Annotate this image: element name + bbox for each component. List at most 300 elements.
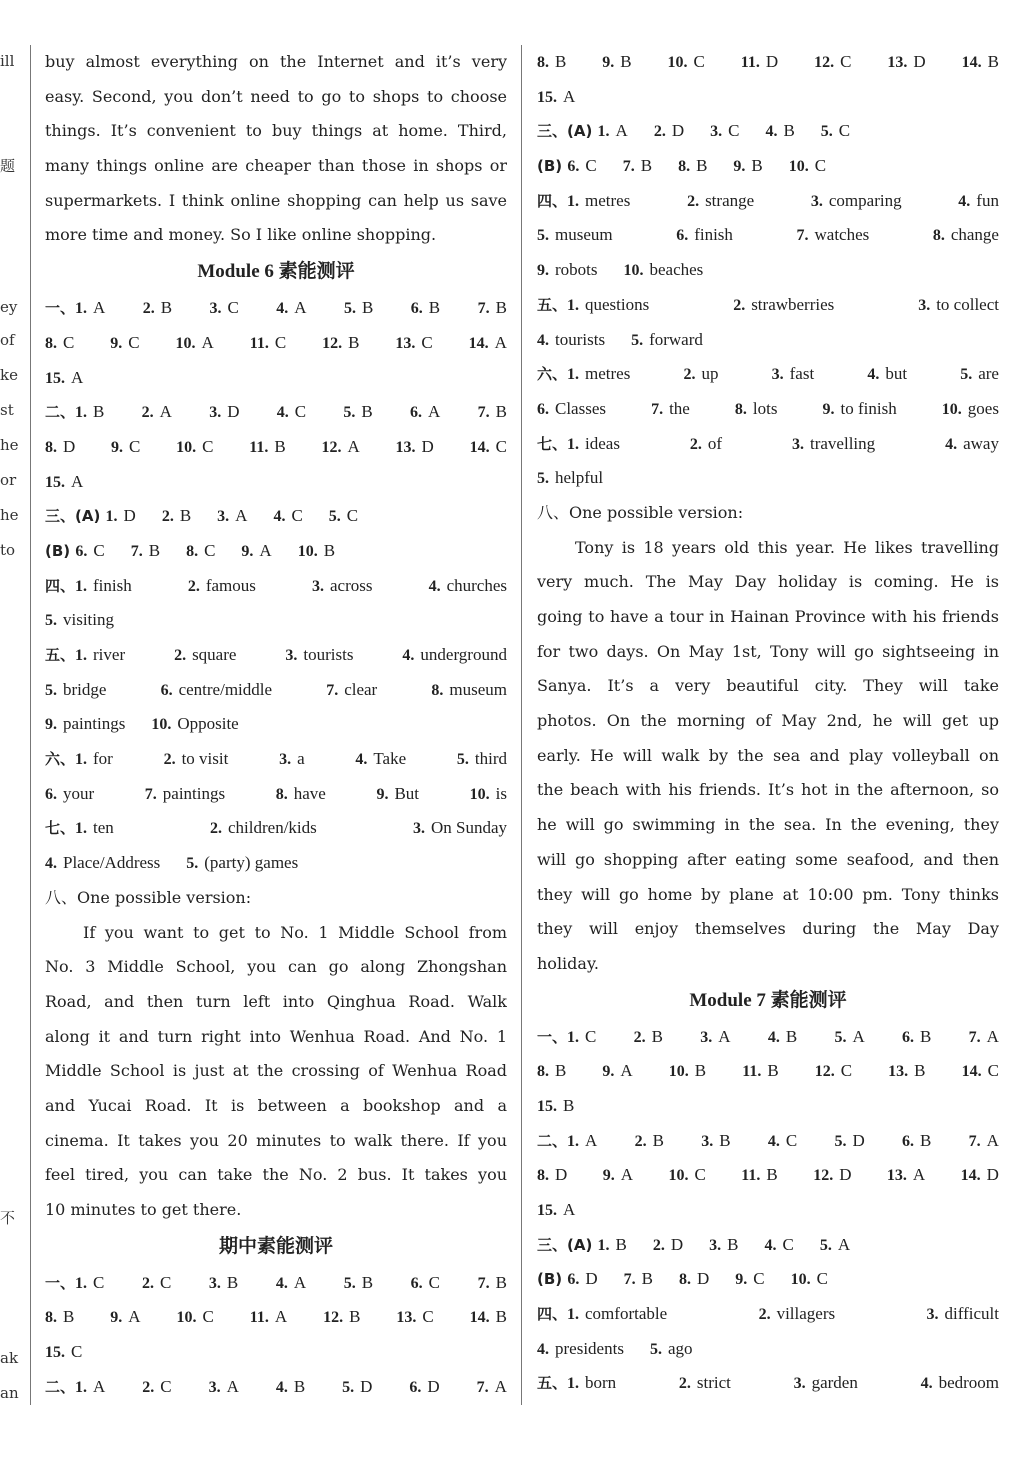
answer-line (45, 1300, 507, 1335)
item-answer: B (495, 298, 507, 318)
answer-item (792, 427, 875, 462)
item-number: 9. (735, 1271, 748, 1289)
item-number: 15. (45, 473, 65, 491)
text-line: they will go home by plane at 10:00 pm. Tony thinks (537, 884, 999, 904)
item-number: 1. (75, 647, 88, 664)
item-answer: a (297, 749, 305, 769)
answer-item (323, 1300, 360, 1335)
item-number: 2. (174, 647, 187, 664)
item-answer: A (259, 540, 272, 560)
item-number: 1. (567, 192, 580, 210)
answer-item (276, 1266, 306, 1301)
answer-line (45, 638, 507, 673)
item-number: 2. (161, 508, 174, 526)
item-number: 9. (45, 716, 57, 734)
item-number: 7. (651, 400, 664, 418)
item-number: 1. (567, 1306, 580, 1324)
item-answer: A (294, 298, 307, 318)
answer-item (279, 742, 305, 777)
answer-item (131, 534, 160, 569)
item-answer: paintings (162, 783, 226, 803)
answer-line (45, 499, 507, 534)
item-number: 12. (814, 1063, 835, 1081)
item-number: 13. (395, 334, 416, 352)
item-answer: villagers (776, 1304, 836, 1324)
answer-item (821, 114, 850, 149)
edge-text-fragment: an (0, 1384, 19, 1402)
item-number: 5. (537, 470, 549, 488)
item-answer: C (840, 52, 852, 71)
answer-item (668, 45, 705, 80)
item-number: 1. (75, 1378, 88, 1396)
item-number: 5. (328, 508, 341, 526)
item-answer: B (987, 52, 999, 71)
answer-line (45, 465, 507, 500)
item-number: 4. (402, 647, 415, 664)
answer-item (45, 499, 136, 534)
item-number: 3. (279, 751, 292, 769)
text-line: early. He will walk by the sea and play volleyball on (537, 745, 999, 765)
item-answer: C (814, 156, 827, 176)
answer-line (537, 114, 999, 149)
item-answer: ten (93, 818, 114, 838)
answer-line (45, 291, 507, 326)
answer-item (470, 430, 507, 465)
answer-line (45, 361, 507, 396)
item-answer: B (555, 1061, 567, 1081)
item-number: 4. (276, 404, 289, 422)
item-number: 4. (945, 435, 958, 453)
item-number: 11. (741, 1167, 761, 1185)
item-answer: B (274, 436, 286, 456)
answer-item (768, 1020, 797, 1055)
answer-item (110, 326, 139, 361)
answer-item (537, 80, 575, 115)
item-answer: B (160, 298, 173, 318)
item-answer: D (360, 1376, 373, 1396)
item-number: 8. (932, 227, 945, 245)
item-number: 9. (110, 1309, 123, 1327)
answer-item (45, 603, 114, 638)
answer-item (537, 114, 628, 149)
item-answer: B (361, 402, 373, 422)
answer-line (45, 811, 507, 846)
item-answer: paintings (63, 714, 126, 734)
item-number: 1. (75, 404, 88, 422)
item-number: 10. (668, 1167, 689, 1185)
item-number: 1. (75, 820, 88, 838)
answer-line (45, 777, 507, 812)
item-answer: ideas (585, 433, 620, 453)
item-number: 14. (469, 1309, 490, 1327)
item-answer: comparing (828, 190, 902, 210)
answer-item (276, 1370, 305, 1405)
item-number: 4. (958, 192, 971, 210)
item-number: 3. (701, 1132, 714, 1150)
item-number: 4. (867, 366, 880, 384)
item-number: 9. (733, 158, 746, 176)
edge-text-fragment: ill (0, 52, 15, 70)
item-number: 15. (45, 369, 65, 387)
item-number: 12. (321, 438, 342, 456)
item-number: 6. (902, 1028, 915, 1046)
answer-item (811, 184, 902, 219)
answer-item (735, 392, 778, 427)
answer-item (789, 149, 826, 184)
answer-item (537, 1366, 616, 1401)
answer-line (45, 707, 507, 742)
item-answer: Opposite (177, 714, 239, 734)
item-answer: finish (93, 575, 132, 595)
answer-item (537, 1089, 574, 1124)
item-answer: A (986, 1130, 999, 1150)
item-number: 2. (633, 1028, 646, 1046)
text-line: along it and turn right into Wenhua Road. And No. 1 (45, 1026, 507, 1046)
item-number: 9. (111, 438, 124, 456)
item-answer: B (694, 1061, 707, 1081)
answer-item (411, 1266, 440, 1301)
answer-item (142, 395, 172, 430)
answer-line (45, 534, 507, 569)
item-answer: A (837, 1234, 851, 1254)
item-answer: B (727, 1234, 739, 1254)
item-answer: questions (585, 294, 650, 314)
item-answer: B (179, 506, 192, 526)
item-answer: D (421, 436, 434, 456)
answer-item (45, 430, 75, 465)
section-heading: 期中素能测评 (218, 1235, 333, 1257)
item-number: 6. (676, 227, 689, 245)
answer-item (478, 395, 507, 430)
answer-item (765, 114, 794, 149)
item-number: 2. (653, 123, 666, 141)
item-answer: watches (814, 225, 870, 245)
item-number: 7. (130, 542, 143, 560)
item-answer: B (785, 1026, 798, 1046)
item-answer: D (697, 1269, 710, 1289)
item-number: 1. (567, 1375, 580, 1393)
item-number: 6. (567, 158, 580, 176)
answer-item (961, 1158, 999, 1193)
answer-item (176, 326, 214, 361)
answer-item (834, 1124, 864, 1159)
item-answer: B (652, 1130, 664, 1150)
item-number: 3. (709, 1236, 722, 1254)
item-answer: lots (752, 398, 778, 418)
answer-item (797, 218, 870, 253)
item-number: 8. (537, 54, 549, 71)
section-label: 二、 (45, 403, 76, 422)
item-answer: metres (585, 364, 631, 384)
item-number: 2. (652, 1236, 665, 1254)
answer-item (45, 1300, 74, 1335)
edge-text-fragment: ak (0, 1349, 19, 1367)
answer-item (687, 184, 754, 219)
item-number: 2. (634, 1132, 647, 1150)
item-answer: B (766, 1165, 778, 1185)
answer-item (735, 1262, 764, 1297)
answer-item (143, 291, 172, 326)
item-number: 3. (285, 647, 298, 664)
answer-line (537, 357, 999, 392)
item-answer: (party) games (204, 853, 299, 873)
item-answer: A (293, 1272, 307, 1292)
item-number: 2. (758, 1306, 771, 1324)
answer-item (815, 1054, 852, 1089)
answer-item (396, 1300, 433, 1335)
item-answer: B (783, 121, 795, 141)
item-answer: have (293, 783, 326, 803)
left-edge-fragments (0, 0, 22, 1468)
item-number: 15. (45, 1344, 65, 1362)
answer-item (623, 149, 652, 184)
answer-item (759, 1297, 836, 1332)
item-number: 3. (412, 820, 425, 838)
answer-item (110, 1300, 140, 1335)
item-answer: C (93, 540, 105, 560)
answer-item (942, 392, 999, 427)
item-answer: presidents (555, 1338, 624, 1358)
item-answer: centre/middle (178, 679, 273, 699)
answer-item (927, 1297, 999, 1332)
edge-text-fragment: to (0, 541, 16, 559)
text-line: buy almost everything on the Internet and it’s very (45, 52, 507, 71)
answer-line (537, 392, 999, 427)
text-line: many things online are cheaper than those in shops or (45, 156, 507, 176)
text-line: If you want to get to No. 1 Middle School from (83, 922, 507, 942)
item-number: 8. (734, 400, 747, 418)
answer-item (888, 1054, 925, 1089)
answer-item (921, 1366, 999, 1401)
edge-text-fragment: of (0, 331, 15, 349)
answer-item (164, 742, 229, 777)
answer-item (624, 253, 704, 288)
item-number: 14. (961, 54, 982, 71)
answer-item (918, 288, 999, 323)
answer-item (298, 534, 335, 569)
text-line: they will enjoy themselves during the May Day (537, 919, 999, 939)
item-answer: C (816, 1269, 828, 1289)
answer-line (45, 742, 507, 777)
item-number: 12. (322, 334, 343, 352)
answer-item (933, 218, 999, 253)
item-number: 2. (141, 404, 154, 422)
item-number: 3. (926, 1306, 939, 1324)
item-number: 12. (323, 1309, 344, 1327)
answer-item (396, 430, 434, 465)
answer-line (45, 846, 507, 881)
answer-line (537, 323, 999, 358)
item-number: 8. (678, 158, 691, 176)
item-answer: travelling (810, 433, 876, 453)
item-answer: third (474, 749, 507, 769)
answer-item (962, 1054, 999, 1089)
answer-item (410, 395, 440, 430)
item-number: 14. (469, 438, 490, 456)
answer-item (962, 45, 999, 80)
answer-item (273, 499, 302, 534)
item-answer: B (148, 540, 161, 560)
item-answer: C (987, 1061, 999, 1081)
answer-item (710, 114, 739, 149)
item-answer: C (93, 1272, 105, 1292)
answer-item (45, 1335, 82, 1370)
section-label: 一、 (537, 1027, 568, 1046)
item-answer: strange (705, 190, 755, 210)
item-answer: B (293, 1376, 306, 1396)
answer-item (537, 1158, 567, 1193)
answer-line (537, 461, 999, 496)
answer-item (537, 218, 613, 253)
item-answer: finish (694, 225, 733, 245)
item-number: 3. (209, 300, 222, 318)
item-answer: metres (585, 190, 631, 210)
item-answer: tourists (555, 329, 606, 349)
item-answer: C (346, 506, 359, 526)
item-answer: D (670, 1234, 684, 1254)
item-number: 9. (241, 542, 254, 560)
item-answer: your (63, 783, 95, 803)
item-number: 1. (597, 1236, 610, 1254)
answer-line (537, 1262, 999, 1297)
answer-item (45, 465, 83, 500)
answer-item (276, 777, 326, 812)
item-answer: B (696, 156, 708, 176)
item-number: 8. (45, 438, 57, 456)
section-heading: Module 7 素能测评 (689, 989, 847, 1011)
answer-item (537, 392, 606, 427)
answer-item (326, 673, 377, 708)
item-number: 7. (144, 785, 157, 803)
item-answer: B (651, 1026, 663, 1046)
item-number: 4. (920, 1375, 933, 1393)
answer-item (772, 357, 815, 392)
answer-line (537, 288, 999, 323)
item-answer: A (585, 1130, 598, 1150)
answer-item (409, 1370, 439, 1405)
answer-item (151, 707, 238, 742)
answer-item (813, 1158, 851, 1193)
item-answer: D (913, 52, 926, 71)
item-number: 10. (668, 1063, 689, 1081)
edge-text-fragment: he (0, 506, 19, 524)
item-answer: C (585, 1026, 597, 1046)
answer-item (45, 811, 114, 846)
edge-text-fragment: st (0, 401, 14, 419)
item-number: 4. (275, 1378, 288, 1396)
text-line: supermarkets. I think online shopping can help us save (45, 190, 507, 210)
answer-item (834, 1020, 864, 1055)
item-answer: On Sunday (430, 818, 507, 838)
item-number: 9. (376, 785, 389, 803)
column-divider (521, 45, 522, 1405)
answer-line (537, 1332, 999, 1367)
item-answer: D (765, 52, 779, 71)
answer-item (602, 1054, 632, 1089)
item-answer: A (563, 86, 576, 106)
item-answer: churches (446, 575, 507, 595)
answer-item (676, 218, 733, 253)
item-answer: is (495, 783, 507, 803)
section-label: 二、 (537, 1131, 568, 1150)
item-number: 4. (764, 1236, 777, 1254)
section-label: 五、 (45, 646, 76, 664)
item-answer: B (495, 402, 507, 422)
answer-line (537, 1228, 999, 1263)
answer-item (209, 395, 239, 430)
item-number: 7. (796, 227, 809, 245)
item-answer: D (63, 436, 76, 456)
text-line: No. 3 Middle School, you can go along Zhongshan (45, 957, 507, 977)
answer-item (209, 1266, 238, 1301)
item-number: 5. (960, 366, 973, 384)
item-number: 10. (667, 54, 688, 71)
item-number: 4. (45, 855, 57, 873)
item-number: 8. (537, 1063, 549, 1081)
answer-item (537, 253, 598, 288)
item-answer: away (963, 433, 999, 453)
answer-item (45, 777, 94, 812)
item-answer: A (986, 1026, 999, 1046)
answer-item (45, 638, 125, 673)
item-answer: helpful (555, 468, 604, 488)
section-label: 三、(A) (537, 122, 598, 141)
item-answer: comfortable (585, 1304, 668, 1324)
item-answer: B (495, 1272, 507, 1292)
text-line: more time and money. So I like online shopping. (45, 225, 437, 245)
answer-line (45, 430, 507, 465)
answer-line (45, 603, 507, 638)
text-line: very much. The May Day holiday is coming. He is (537, 572, 999, 592)
item-answer: strict (696, 1373, 731, 1393)
item-number: 7. (477, 404, 490, 422)
answer-item (733, 149, 762, 184)
answer-item (537, 461, 603, 496)
answer-item (162, 499, 191, 534)
item-number: 6. (537, 400, 549, 418)
answer-item (679, 1262, 709, 1297)
text-line: 八、One possible version: (45, 887, 252, 907)
answer-item (376, 777, 419, 812)
answer-item (344, 1266, 373, 1301)
answer-item (45, 707, 125, 742)
section-label: 七、 (537, 434, 568, 453)
item-answer: up (701, 364, 719, 384)
item-number: 2. (678, 1375, 691, 1393)
text-line: for two days. On May 1st, Tony will go sightseeing in (537, 641, 999, 661)
answer-item (823, 392, 897, 427)
answer-item (329, 499, 358, 534)
item-answer: D (852, 1130, 865, 1150)
item-answer: B (640, 156, 653, 176)
answer-item (969, 1020, 999, 1055)
item-number: 2. (689, 435, 702, 453)
answer-line (45, 1266, 507, 1301)
answer-item (217, 499, 247, 534)
item-answer: fun (976, 190, 999, 210)
item-answer: B (920, 1130, 932, 1150)
answer-item (653, 1228, 683, 1263)
item-number: 3. (918, 296, 931, 314)
answer-item (958, 184, 999, 219)
edge-text-fragment: 不 (0, 1209, 16, 1227)
answer-item (478, 291, 507, 326)
item-number: 15. (537, 1202, 557, 1219)
item-number: 2. (141, 1274, 154, 1292)
item-answer: river (93, 645, 126, 664)
item-number: 5. (649, 1340, 662, 1358)
answer-item (250, 1300, 287, 1335)
